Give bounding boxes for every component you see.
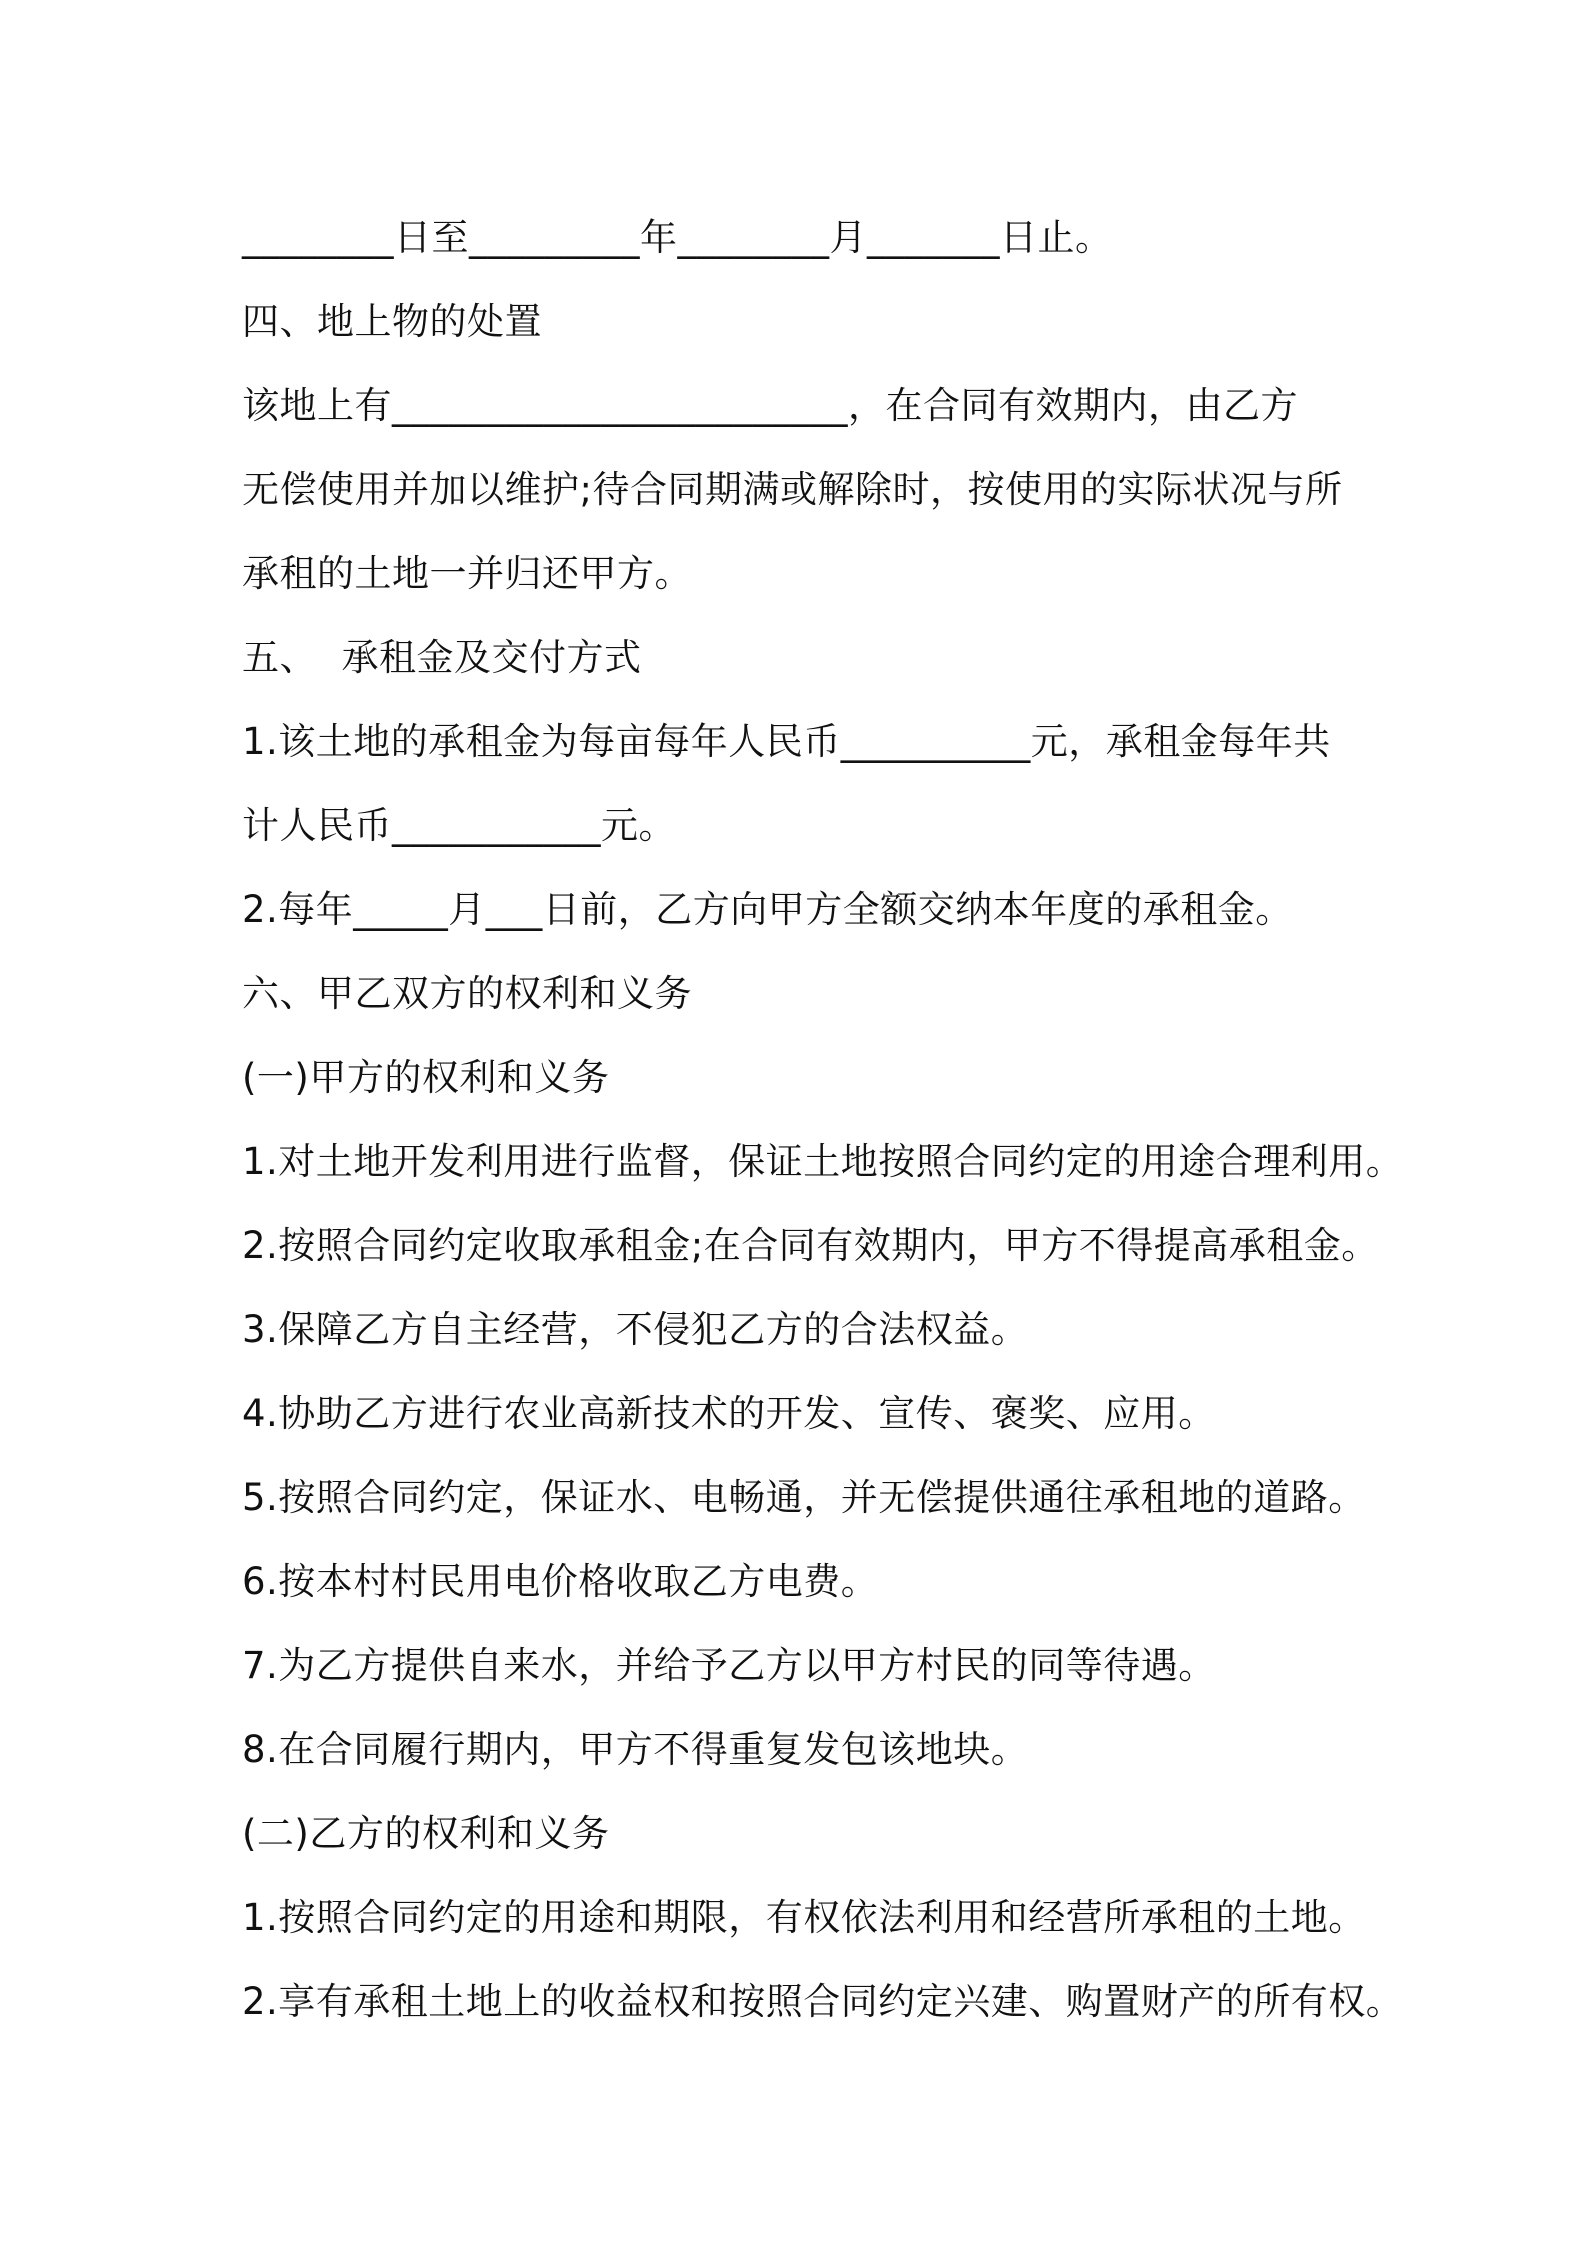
text-line: 1.该土地的承租金为每亩每年人民币__________元，承租金每年共	[242, 720, 1331, 763]
list-item: 7.为乙方提供自来水，并给予乙方以甲方村民的同等待遇。	[242, 1644, 1216, 1687]
subsection-heading: (二)乙方的权利和义务	[242, 1812, 610, 1855]
section-heading: 四、地上物的处置	[242, 300, 542, 343]
section-heading: 六、甲乙双方的权利和义务	[242, 972, 692, 1015]
document-body	[242, 196, 1404, 2044]
list-item: 1.对土地开发利用进行监督，保证土地按照合同约定的用途合理利用。	[242, 1140, 1404, 1183]
text-line: 该地上有________________________，在合同有效期内，由乙方	[242, 384, 1298, 427]
list-item: 5.按照合同约定，保证水、电畅通，并无偿提供通往承租地的道路。	[242, 1476, 1366, 1519]
text-line: 无偿使用并加以维护;待合同期满或解除时，按使用的实际状况与所	[242, 468, 1343, 511]
list-item: 1.按照合同约定的用途和期限，有权依法利用和经营所承租的土地。	[242, 1896, 1366, 1939]
subsection-heading: (一)甲方的权利和义务	[242, 1056, 610, 1099]
list-item: 2.按照合同约定收取承租金;在合同有效期内，甲方不得提高承租金。	[242, 1224, 1379, 1267]
text-line: 2.每年_____月___日前，乙方向甲方全额交纳本年度的承租金。	[242, 888, 1293, 931]
list-item: 8.在合同履行期内，甲方不得重复发包该地块。	[242, 1728, 1029, 1771]
list-item: 6.按本村村民用电价格收取乙方电费。	[242, 1560, 879, 1603]
list-item: 3.保障乙方自主经营，不侵犯乙方的合法权益。	[242, 1308, 1029, 1351]
section-heading: 五、 承租金及交付方式	[242, 636, 642, 679]
text-line: 计人民币___________元。	[242, 804, 676, 847]
list-item: 2.享有承租土地上的收益权和按照合同约定兴建、购置财产的所有权。	[242, 1980, 1404, 2023]
text-line: ________日至_________年________月_______日止。	[242, 216, 1113, 259]
list-item: 4.协助乙方进行农业高新技术的开发、宣传、褒奖、应用。	[242, 1392, 1216, 1435]
text-line: 承租的土地一并归还甲方。	[242, 552, 692, 595]
